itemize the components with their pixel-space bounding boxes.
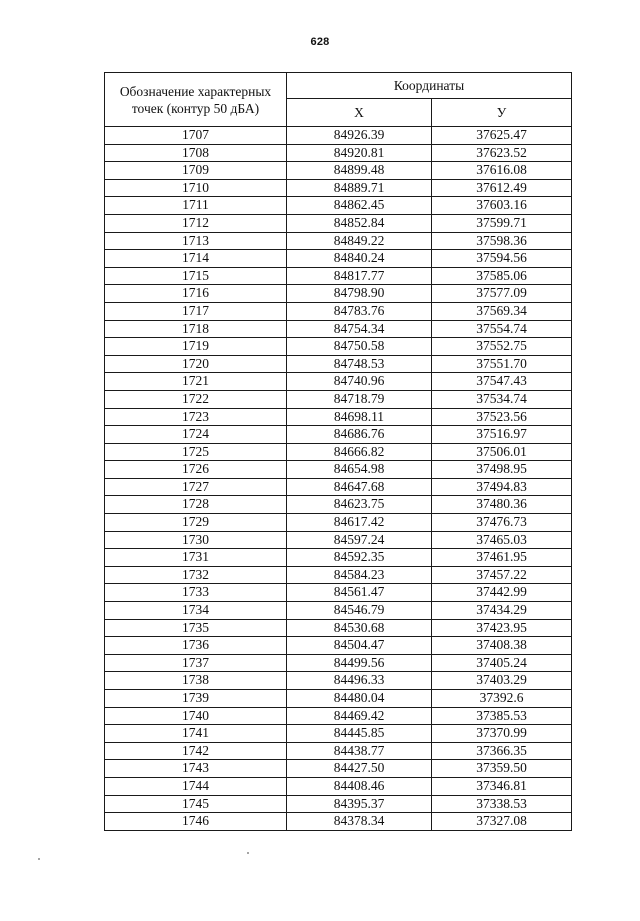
y-coordinate-cell: 37392.6 [432,690,572,708]
table-row [105,179,572,197]
point-id-cell: 1743 [105,760,287,778]
x-coordinate-cell: 84862.45 [287,197,432,215]
y-coordinate-cell: 37516.97 [432,426,572,444]
y-coordinate-cell: 37569.34 [432,302,572,320]
point-id-cell: 1719 [105,338,287,356]
point-id-cell: 1745 [105,795,287,813]
x-coordinate-cell: 84623.75 [287,496,432,514]
table-row [105,373,572,391]
table-row [105,742,572,760]
point-id-cell: 1746 [105,813,287,831]
point-id-cell: 1740 [105,707,287,725]
point-id-cell: 1732 [105,566,287,584]
point-id-cell: 1708 [105,144,287,162]
x-coordinate-cell: 84840.24 [287,250,432,268]
point-id-cell: 1734 [105,602,287,620]
y-coordinate-cell: 37370.99 [432,725,572,743]
point-id-cell: 1735 [105,619,287,637]
y-coordinate-cell: 37623.52 [432,144,572,162]
table-row [105,813,572,831]
table-row [105,408,572,426]
point-id-cell: 1715 [105,267,287,285]
y-coordinate-cell: 37465.03 [432,531,572,549]
point-id-cell: 1712 [105,214,287,232]
point-id-cell: 1713 [105,232,287,250]
table-row [105,795,572,813]
table-row [105,127,572,145]
x-coordinate-cell: 84754.34 [287,320,432,338]
table-row [105,725,572,743]
point-id-cell: 1714 [105,250,287,268]
y-coordinate-cell: 37403.29 [432,672,572,690]
x-coordinate-cell: 84378.34 [287,813,432,831]
coordinates-table [104,72,572,831]
x-coordinate-cell: 84899.48 [287,162,432,180]
table-row [105,496,572,514]
table-row [105,197,572,215]
y-coordinate-cell: 37494.83 [432,478,572,496]
y-coordinate-cell: 37366.35 [432,742,572,760]
point-id-cell: 1738 [105,672,287,690]
y-coordinate-cell: 37594.56 [432,250,572,268]
x-coordinate-cell: 84852.84 [287,214,432,232]
point-id-cell: 1742 [105,742,287,760]
x-coordinate-cell: 84920.81 [287,144,432,162]
y-coordinate-cell: 37359.50 [432,760,572,778]
x-coordinate-cell: 84496.33 [287,672,432,690]
point-id-cell: 1728 [105,496,287,514]
table-row [105,214,572,232]
page-number: 628 [310,36,330,48]
y-coordinate-cell: 37346.81 [432,777,572,795]
point-id-cell: 1710 [105,179,287,197]
table-row [105,285,572,303]
table-row [105,144,572,162]
x-coordinate-cell: 84666.82 [287,443,432,461]
point-id-cell: 1709 [105,162,287,180]
table-row [105,531,572,549]
table-header [105,73,572,127]
x-coordinate-cell: 84740.96 [287,373,432,391]
y-coordinate-cell: 37523.56 [432,408,572,426]
x-column-header: Х [287,99,432,127]
table-row [105,302,572,320]
y-coordinate-cell: 37554.74 [432,320,572,338]
scan-speck [247,852,249,854]
x-coordinate-cell: 84748.53 [287,355,432,373]
y-coordinate-cell: 37327.08 [432,813,572,831]
x-coordinate-cell: 84849.22 [287,232,432,250]
point-id-cell: 1707 [105,127,287,145]
table-row [105,426,572,444]
point-id-cell: 1739 [105,690,287,708]
y-coordinate-cell: 37577.09 [432,285,572,303]
table-row [105,478,572,496]
y-coordinate-cell: 37442.99 [432,584,572,602]
x-coordinate-cell: 84817.77 [287,267,432,285]
point-id-cell: 1711 [105,197,287,215]
point-id-cell: 1720 [105,355,287,373]
y-coordinate-cell: 37408.38 [432,637,572,655]
x-coordinate-cell: 84469.42 [287,707,432,725]
y-coordinate-cell: 37547.43 [432,373,572,391]
y-coordinate-cell: 37616.08 [432,162,572,180]
table-row [105,654,572,672]
point-id-cell: 1731 [105,549,287,567]
point-id-cell: 1726 [105,461,287,479]
point-id-cell: 1737 [105,654,287,672]
point-id-cell: 1729 [105,514,287,532]
y-coordinate-cell: 37534.74 [432,390,572,408]
y-column-header: У [432,99,572,127]
y-coordinate-cell: 37338.53 [432,795,572,813]
x-coordinate-cell: 84783.76 [287,302,432,320]
table-row [105,250,572,268]
points-column-header: Обозначение характерных точек (контур 50 дБА) [105,73,287,127]
table-row [105,514,572,532]
x-coordinate-cell: 84546.79 [287,602,432,620]
y-coordinate-cell: 37598.36 [432,232,572,250]
table-row [105,443,572,461]
point-id-cell: 1722 [105,390,287,408]
y-coordinate-cell: 37551.70 [432,355,572,373]
point-id-cell: 1718 [105,320,287,338]
x-coordinate-cell: 84480.04 [287,690,432,708]
y-coordinate-cell: 37385.53 [432,707,572,725]
x-coordinate-cell: 84445.85 [287,725,432,743]
y-coordinate-cell: 37612.49 [432,179,572,197]
y-coordinate-cell: 37603.16 [432,197,572,215]
table-row [105,602,572,620]
table-row [105,619,572,637]
x-coordinate-cell: 84530.68 [287,619,432,637]
point-id-cell: 1716 [105,285,287,303]
x-coordinate-cell: 84617.42 [287,514,432,532]
x-coordinate-cell: 84395.37 [287,795,432,813]
table-row [105,549,572,567]
x-coordinate-cell: 84654.98 [287,461,432,479]
point-id-cell: 1736 [105,637,287,655]
x-coordinate-cell: 84561.47 [287,584,432,602]
table-row [105,267,572,285]
y-coordinate-cell: 37506.01 [432,443,572,461]
point-id-cell: 1741 [105,725,287,743]
x-coordinate-cell: 84889.71 [287,179,432,197]
table-row [105,162,572,180]
table-row [105,338,572,356]
y-coordinate-cell: 37552.75 [432,338,572,356]
x-coordinate-cell: 84750.58 [287,338,432,356]
point-id-cell: 1721 [105,373,287,391]
x-coordinate-cell: 84647.68 [287,478,432,496]
y-coordinate-cell: 37434.29 [432,602,572,620]
coordinates-header: Координаты [287,73,572,99]
x-coordinate-cell: 84698.11 [287,408,432,426]
x-coordinate-cell: 84584.23 [287,566,432,584]
x-coordinate-cell: 84798.90 [287,285,432,303]
y-coordinate-cell: 37625.47 [432,127,572,145]
table-row [105,461,572,479]
point-id-cell: 1717 [105,302,287,320]
x-coordinate-cell: 84408.46 [287,777,432,795]
table-row [105,637,572,655]
table-row [105,320,572,338]
table-row [105,390,572,408]
x-coordinate-cell: 84438.77 [287,742,432,760]
x-coordinate-cell: 84427.50 [287,760,432,778]
y-coordinate-cell: 37476.73 [432,514,572,532]
y-coordinate-cell: 37423.95 [432,619,572,637]
x-coordinate-cell: 84592.35 [287,549,432,567]
table-row [105,707,572,725]
table-row [105,760,572,778]
x-coordinate-cell: 84597.24 [287,531,432,549]
y-coordinate-cell: 37461.95 [432,549,572,567]
x-coordinate-cell: 84926.39 [287,127,432,145]
y-coordinate-cell: 37480.36 [432,496,572,514]
y-coordinate-cell: 37599.71 [432,214,572,232]
point-id-cell: 1725 [105,443,287,461]
table-row [105,566,572,584]
y-coordinate-cell: 37457.22 [432,566,572,584]
scan-speck [38,858,40,860]
point-id-cell: 1723 [105,408,287,426]
point-id-cell: 1727 [105,478,287,496]
point-id-cell: 1730 [105,531,287,549]
y-coordinate-cell: 37498.95 [432,461,572,479]
point-id-cell: 1733 [105,584,287,602]
point-id-cell: 1744 [105,777,287,795]
table-body [105,127,572,831]
table-row [105,232,572,250]
table-row [105,672,572,690]
table-row [105,777,572,795]
y-coordinate-cell: 37405.24 [432,654,572,672]
x-coordinate-cell: 84718.79 [287,390,432,408]
y-coordinate-cell: 37585.06 [432,267,572,285]
x-coordinate-cell: 84504.47 [287,637,432,655]
point-id-cell: 1724 [105,426,287,444]
x-coordinate-cell: 84686.76 [287,426,432,444]
table-row [105,584,572,602]
table-row [105,690,572,708]
table-row [105,355,572,373]
x-coordinate-cell: 84499.56 [287,654,432,672]
